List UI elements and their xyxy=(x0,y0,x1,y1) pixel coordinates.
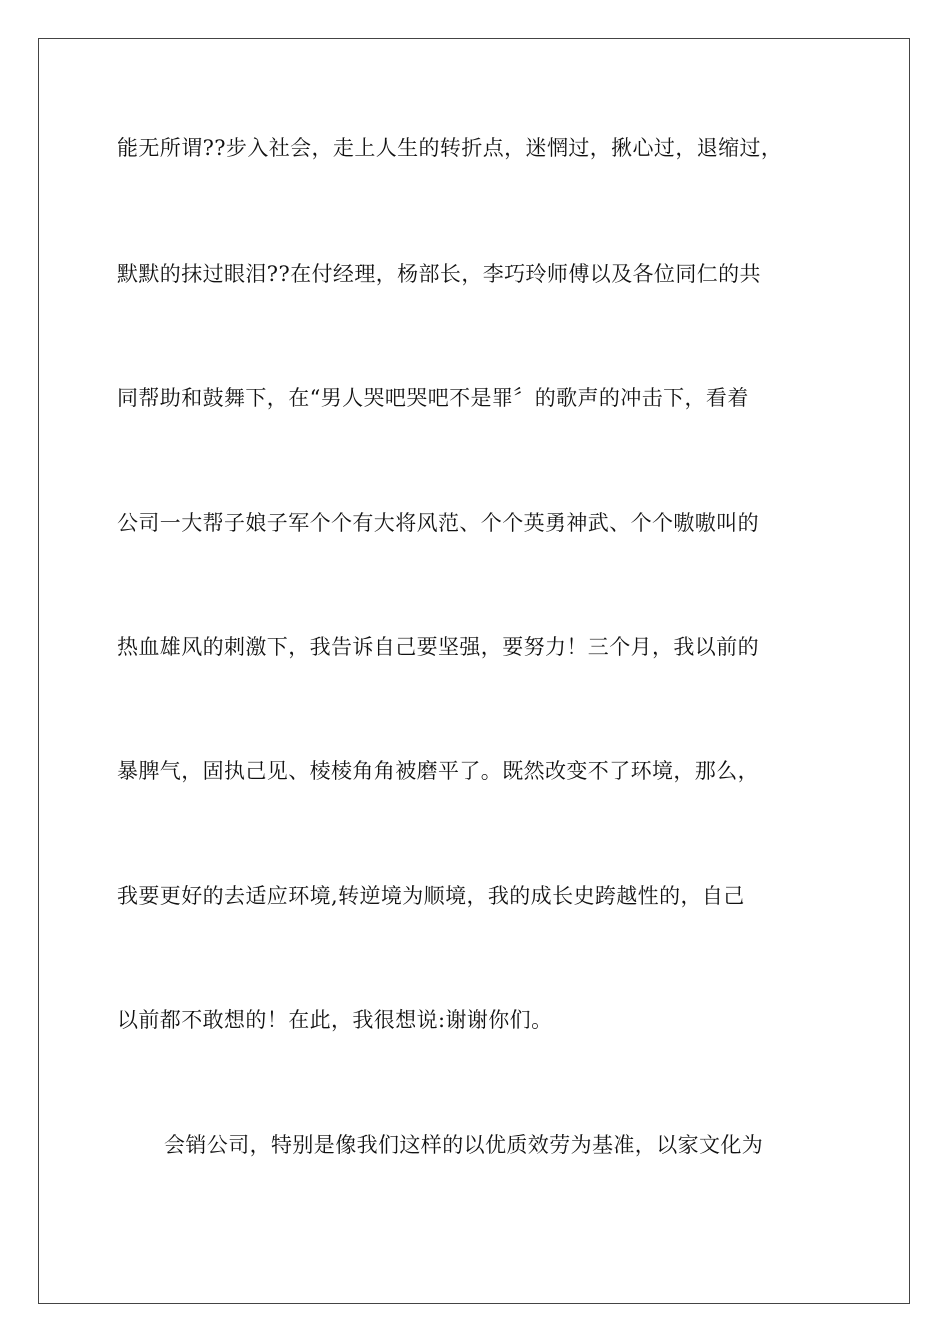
text-line-2: 默默的抹过眼泪??在付经理，杨部长，李巧玲师傅以及各位同仁的共 xyxy=(117,262,761,286)
text-line-6: 暴脾气，固执己见、棱棱角角被磨平了。既然改变不了环境，那么， xyxy=(117,759,759,783)
text-line-7: 我要更好的去适应环境,转逆境为顺境，我的成长史跨越性的，自己 xyxy=(117,884,745,908)
text-line-4: 公司一大帮子娘子军个个有大将风范、个个英勇神武、个个嗷嗷叫的 xyxy=(117,511,759,535)
page-border xyxy=(38,38,910,1304)
text-line-1: 能无所谓??步入社会，走上人生的转折点，迷惘过，揪心过，退缩过， xyxy=(117,136,783,160)
text-line-9: 会销公司，特别是像我们这样的以优质效劳为基准，以家文化为 xyxy=(164,1133,764,1157)
text-line-3: 同帮助和鼓舞下，在“男人哭吧哭吧不是罪〞的歌声的冲击下，看着 xyxy=(117,386,749,410)
text-line-8: 以前都不敢想的！在此，我很想说:谢谢你们。 xyxy=(117,1008,553,1032)
text-line-5: 热血雄风的刺激下，我告诉自己要坚强，要努力！三个月，我以前的 xyxy=(117,635,759,659)
